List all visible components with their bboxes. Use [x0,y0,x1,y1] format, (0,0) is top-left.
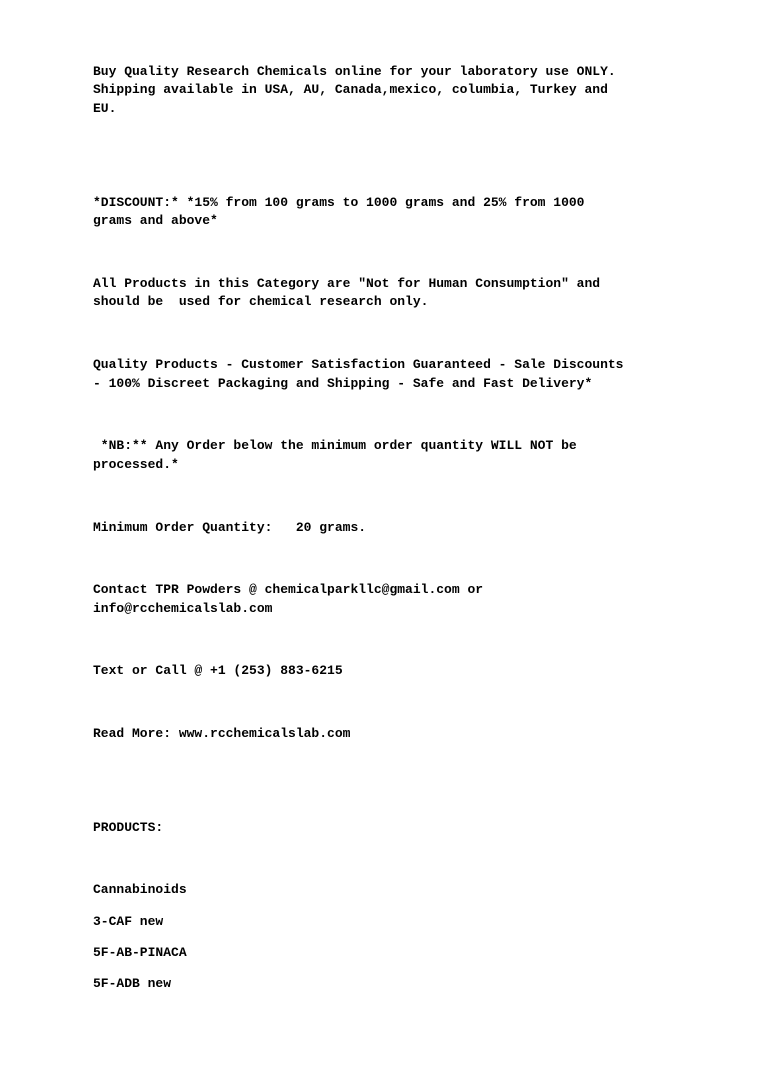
contact-line-1: Contact TPR Powders @ chemicalparkllc@gmail.com or [93,582,484,597]
quality-line-2: - 100% Discreet Packaging and Shipping - Safe and Fast Delivery* [93,376,593,391]
products-heading: PRODUCTS: [93,820,164,835]
discount-line-1: *DISCOUNT:* *15% from 100 grams to 1000 grams and 25% from 1000 [93,195,585,210]
category-notice-line-2: should be used for chemical research only. [93,294,429,309]
contact-line-2: info@rcchemicalslab.com [93,601,273,616]
quality-line-1: Quality Products - Customer Satisfaction Guaranteed - Sale Discounts [93,357,624,372]
minimum-order: Minimum Order Quantity: 20 grams. [93,520,367,535]
category-label: Cannabinoids [93,882,187,897]
category-notice-line-1: All Products in this Category are "Not for Human Consumption" and [93,276,601,291]
intro-line-2: Shipping available in USA, AU, Canada,mexico, columbia, Turkey and [93,82,608,97]
discount-line-2: grams and above* [93,213,218,228]
product-item: 3-CAF new [93,914,164,929]
intro-line-3: EU. [93,101,117,116]
nb-line-2: processed.* [93,457,179,472]
read-more: Read More: www.rcchemicalslab.com [93,726,351,741]
intro-line-1: Buy Quality Research Chemicals online for your laboratory use ONLY. [93,64,616,79]
phone: Text or Call @ +1 (253) 883-6215 [93,663,343,678]
product-item: 5F-AB-PINACA [93,945,187,960]
nb-line-1: *NB:** Any Order below the minimum order quantity WILL NOT be [93,438,577,453]
product-item: 5F-ADB new [93,976,172,991]
